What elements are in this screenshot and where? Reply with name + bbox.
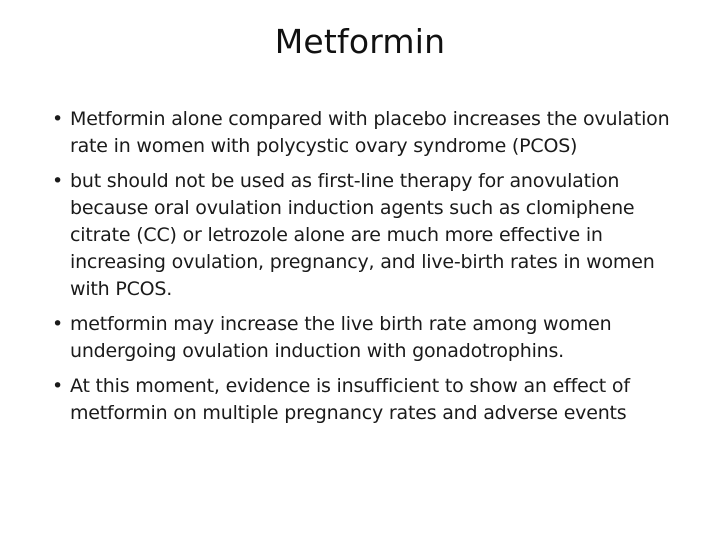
bullet-item [48, 106, 688, 160]
bullet-icon: • [52, 170, 64, 192]
bullet-icon: • [52, 313, 64, 335]
bullet-text: but should not be used as first-line therapy for anovulation because oral ovulation induction agents such as clomiphene citrate (CC) or letrozole alone are much more effective in increasing ovulation, pregnancy, and live-birth rates in women with PCOS. [70, 170, 655, 300]
bullet-text: At this moment, evidence is insufficient to show an effect of metformin on multiple pregnancy rates and adverse events [70, 375, 630, 424]
bullet-icon: • [52, 375, 64, 397]
bullet-item [48, 168, 688, 303]
bullet-item [48, 373, 688, 427]
bullet-text: metformin may increase the live birth rate among women undergoing ovulation induction with gonadotrophins. [70, 313, 612, 362]
bullet-list [48, 106, 688, 435]
bullet-icon: • [52, 108, 64, 130]
bullet-text: Metformin alone compared with placebo increases the ovulation rate in women with polycystic ovary syndrome (PCOS) [70, 108, 670, 157]
bullet-item [48, 311, 688, 365]
slide-title: Metformin [274, 22, 446, 61]
